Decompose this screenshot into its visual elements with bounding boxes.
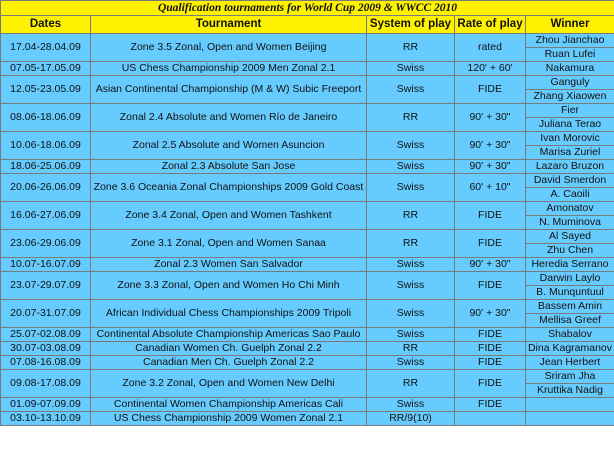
cell-winner: Nakamura <box>526 62 614 76</box>
cell-system: Swiss <box>367 62 455 76</box>
table-row <box>1 160 614 174</box>
table-title: Qualification tournaments for World Cup 2009 & WWCC 2010 <box>1 1 614 16</box>
cell-dates: 09.08-17.08.09 <box>1 370 91 398</box>
cell-dates: 30.07-03.08.09 <box>1 342 91 356</box>
table-row <box>1 230 614 244</box>
cell-winner: Zhou Jianchao <box>526 34 614 48</box>
table-row <box>1 370 614 384</box>
cell-system: Swiss <box>367 258 455 272</box>
cell-system: RR/9(10) <box>367 412 455 426</box>
cell-dates: 10.06-18.06.09 <box>1 132 91 160</box>
cell-rate: FIDE <box>455 328 526 342</box>
cell-winner: Jean Herbert <box>526 356 614 370</box>
cell-winner: Dina Kagramanov <box>526 342 614 356</box>
cell-rate: 90' + 30" <box>455 300 526 328</box>
cell-system: Swiss <box>367 174 455 202</box>
cell-system: Swiss <box>367 132 455 160</box>
cell-tournament: US Chess Championship 2009 Women Zonal 2.1 <box>91 412 367 426</box>
cell-dates: 23.07-29.07.09 <box>1 272 91 300</box>
table-row <box>1 342 614 356</box>
cell-winner: Shabalov <box>526 328 614 342</box>
cell-winner: Kruttika Nadig <box>526 384 614 398</box>
cell-winner <box>526 398 614 412</box>
cell-dates: 20.06-26.06.09 <box>1 174 91 202</box>
table-row <box>1 76 614 90</box>
cell-tournament: Zonal 2.3 Women San Salvador <box>91 258 367 272</box>
cell-winner: Zhang Xiaowen <box>526 90 614 104</box>
cell-tournament: Zone 3.1 Zonal, Open and Women Sanaa <box>91 230 367 258</box>
cell-tournament: Zone 3.3 Zonal, Open and Women Ho Chi Minh <box>91 272 367 300</box>
cell-system: Swiss <box>367 160 455 174</box>
table-row <box>1 258 614 272</box>
cell-rate: FIDE <box>455 356 526 370</box>
cell-winner: Amonatov <box>526 202 614 216</box>
cell-winner: Darwin Laylo <box>526 272 614 286</box>
cell-rate: FIDE <box>455 202 526 230</box>
cell-rate: FIDE <box>455 76 526 104</box>
cell-tournament: Asian Continental Championship (M & W) Subic Freeport <box>91 76 367 104</box>
header-winner: Winner <box>526 16 614 34</box>
cell-winner: Heredia Serrano <box>526 258 614 272</box>
cell-tournament: African Individual Chess Championships 2009 Tripoli <box>91 300 367 328</box>
cell-winner: Juliana Terao <box>526 118 614 132</box>
table-row <box>1 398 614 412</box>
cell-winner: Zhu Chen <box>526 244 614 258</box>
cell-rate: 90' + 30" <box>455 160 526 174</box>
cell-tournament: Zone 3.6 Oceania Zonal Championships 2009 Gold Coast <box>91 174 367 202</box>
table-row <box>1 104 614 118</box>
cell-winner: Fier <box>526 104 614 118</box>
cell-dates: 10.07-16.07.09 <box>1 258 91 272</box>
cell-tournament: Zonal 2.3 Absolute San Jose <box>91 160 367 174</box>
cell-winner: Sriram Jha <box>526 370 614 384</box>
table-row <box>1 132 614 146</box>
cell-system: RR <box>367 202 455 230</box>
cell-tournament: Canadian Women Ch. Guelph Zonal 2.2 <box>91 342 367 356</box>
cell-dates: 03.10-13.10.09 <box>1 412 91 426</box>
table-body <box>1 34 614 426</box>
cell-system: RR <box>367 34 455 62</box>
cell-rate <box>455 412 526 426</box>
cell-rate: 60' + 10" <box>455 174 526 202</box>
cell-winner: Ganguly <box>526 76 614 90</box>
cell-winner: David Smerdon <box>526 174 614 188</box>
table-row <box>1 62 614 76</box>
cell-rate: FIDE <box>455 370 526 398</box>
cell-rate: 90' + 30" <box>455 132 526 160</box>
cell-winner: Bassem Amin <box>526 300 614 314</box>
cell-dates: 16.06-27.06.09 <box>1 202 91 230</box>
cell-tournament: Zone 3.5 Zonal, Open and Women Beijing <box>91 34 367 62</box>
cell-winner: N. Muminova <box>526 216 614 230</box>
cell-dates: 25.07-02.08.09 <box>1 328 91 342</box>
cell-system: Swiss <box>367 272 455 300</box>
header-dates: Dates <box>1 16 91 34</box>
header-tournament: Tournament <box>91 16 367 34</box>
cell-tournament: Zone 3.4 Zonal, Open and Women Tashkent <box>91 202 367 230</box>
cell-dates: 07.08-16.08.09 <box>1 356 91 370</box>
cell-system: Swiss <box>367 300 455 328</box>
cell-tournament: Continental Women Championship Americas Cali <box>91 398 367 412</box>
cell-system: Swiss <box>367 398 455 412</box>
cell-tournament: Zonal 2.5 Absolute and Women Asuncion <box>91 132 367 160</box>
cell-rate: FIDE <box>455 230 526 258</box>
table-row <box>1 356 614 370</box>
cell-rate: FIDE <box>455 342 526 356</box>
table-row <box>1 174 614 188</box>
table-row <box>1 272 614 286</box>
cell-winner: Marisa Zuriel <box>526 146 614 160</box>
table-row <box>1 34 614 48</box>
table-row <box>1 328 614 342</box>
table-row <box>1 412 614 426</box>
cell-rate: 120' + 60' <box>455 62 526 76</box>
cell-dates: 18.06-25.06.09 <box>1 160 91 174</box>
cell-tournament: US Chess Championship 2009 Men Zonal 2.1 <box>91 62 367 76</box>
cell-tournament: Continental Absolute Championship Americas Sao Paulo <box>91 328 367 342</box>
cell-winner: Mellisa Greef <box>526 314 614 328</box>
cell-dates: 01.09-07.09.09 <box>1 398 91 412</box>
cell-rate: FIDE <box>455 272 526 300</box>
cell-dates: 07.05-17.05.09 <box>1 62 91 76</box>
table-row <box>1 202 614 216</box>
header-row <box>1 16 614 34</box>
cell-dates: 08.06-18.06.09 <box>1 104 91 132</box>
table-row <box>1 300 614 314</box>
cell-winner: Lazaro Bruzon <box>526 160 614 174</box>
cell-system: RR <box>367 230 455 258</box>
cell-rate: rated <box>455 34 526 62</box>
cell-system: RR <box>367 342 455 356</box>
header-system: System of play <box>367 16 455 34</box>
cell-dates: 17.04-28.04.09 <box>1 34 91 62</box>
cell-winner: A. Caoili <box>526 188 614 202</box>
cell-system: Swiss <box>367 328 455 342</box>
header-rate: Rate of play <box>455 16 526 34</box>
cell-rate: 90' + 30" <box>455 258 526 272</box>
cell-winner: B. Munquntuul <box>526 286 614 300</box>
cell-system: RR <box>367 104 455 132</box>
cell-system: Swiss <box>367 356 455 370</box>
cell-system: RR <box>367 370 455 398</box>
cell-winner <box>526 412 614 426</box>
cell-dates: 23.06-29.06.09 <box>1 230 91 258</box>
cell-rate: FIDE <box>455 398 526 412</box>
cell-dates: 20.07-31.07.09 <box>1 300 91 328</box>
cell-system: Swiss <box>367 76 455 104</box>
cell-dates: 12.05-23.05.09 <box>1 76 91 104</box>
cell-rate: 90' + 30" <box>455 104 526 132</box>
cell-winner: Al Sayed <box>526 230 614 244</box>
cell-winner: Ivan Morovic <box>526 132 614 146</box>
cell-tournament: Zonal 2.4 Absolute and Women Río de Janeiro <box>91 104 367 132</box>
cell-tournament: Canadian Men Ch. Guelph Zonal 2.2 <box>91 356 367 370</box>
cell-winner: Ruan Lufei <box>526 48 614 62</box>
cell-tournament: Zone 3.2 Zonal, Open and Women New Delhi <box>91 370 367 398</box>
